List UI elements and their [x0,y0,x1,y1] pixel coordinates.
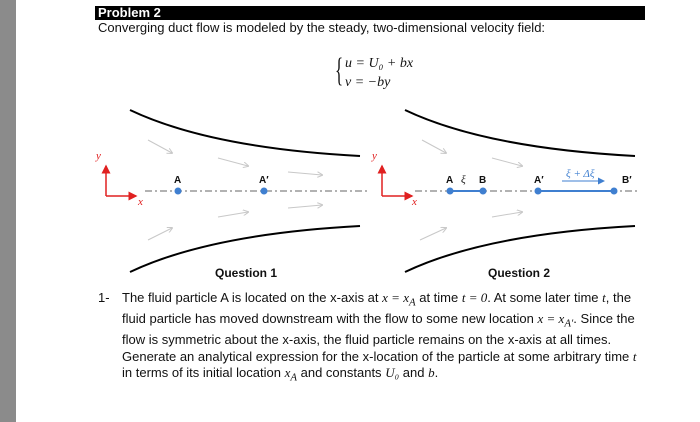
right-point-a-prime [535,188,542,195]
right-label-a-prime: A′ [534,175,544,186]
left-x-axis-label: x [138,196,143,208]
xi-delta-label: ξ + Δξ [566,168,595,180]
left-streamline-arrow [288,205,322,208]
left-label-a: A [174,175,182,186]
problem-statement: Converging duct flow is modeled by the steady, two-dimensional velocity field: [98,20,546,35]
right-label-a: A [446,175,454,186]
right-x-axis-label: x [412,196,417,208]
v-equation: v = −by [345,75,391,90]
question-number: 1- [98,290,110,305]
question-line: Generate an analytical expression for the x-location of the particle at some arbitrary time t [122,348,637,364]
right-streamline-arrow [422,140,446,153]
left-streamline-arrow [288,172,322,175]
left-label-a-prime: A′ [259,175,269,186]
u-equation: u = U₀ + bx [345,56,414,71]
right-y-axis-label: y [372,150,377,162]
right-streamline-arrow [492,158,522,166]
left-point-a [175,188,182,195]
left-point-a-prime [261,188,268,195]
brace-symbol: { [335,52,344,89]
right-point-b-prime [611,188,618,195]
left-streamline-arrow [148,140,172,153]
left-y-axis-label: y [96,150,101,162]
right-streamline-arrow [492,212,522,217]
question-1-caption: Question 1 [215,266,278,280]
question-line: fluid particle has moved downstream with the flow to some new location $x = x_{A'}$. Since the [122,311,635,330]
question-2-caption: Question 2 [488,266,551,280]
problem-title: Problem 2 [98,5,161,20]
question-body [122,290,650,386]
question-line: in terms of its initial location $x_A$ and constants U₀ and b. [122,365,439,384]
left-duct [106,110,370,272]
right-point-b [480,188,487,195]
left-streamline-arrow [148,228,172,240]
right-point-a [447,188,454,195]
left-streamline-arrow [218,212,248,217]
xi-label: ξ [461,174,466,186]
right-streamline-arrow [420,228,446,240]
question-line: The fluid particle A is located on the x-axis at $x = x_A$ at time t = 0. At some later time t, the [122,290,632,309]
right-label-b-prime: B′ [622,175,632,186]
question-line: flow is symmetric about the x-axis, the fluid particle remains on the x-axis at all times. [122,332,612,348]
right-label-b: B [479,175,487,186]
left-streamline-arrow [218,158,248,166]
right-duct [382,110,640,272]
